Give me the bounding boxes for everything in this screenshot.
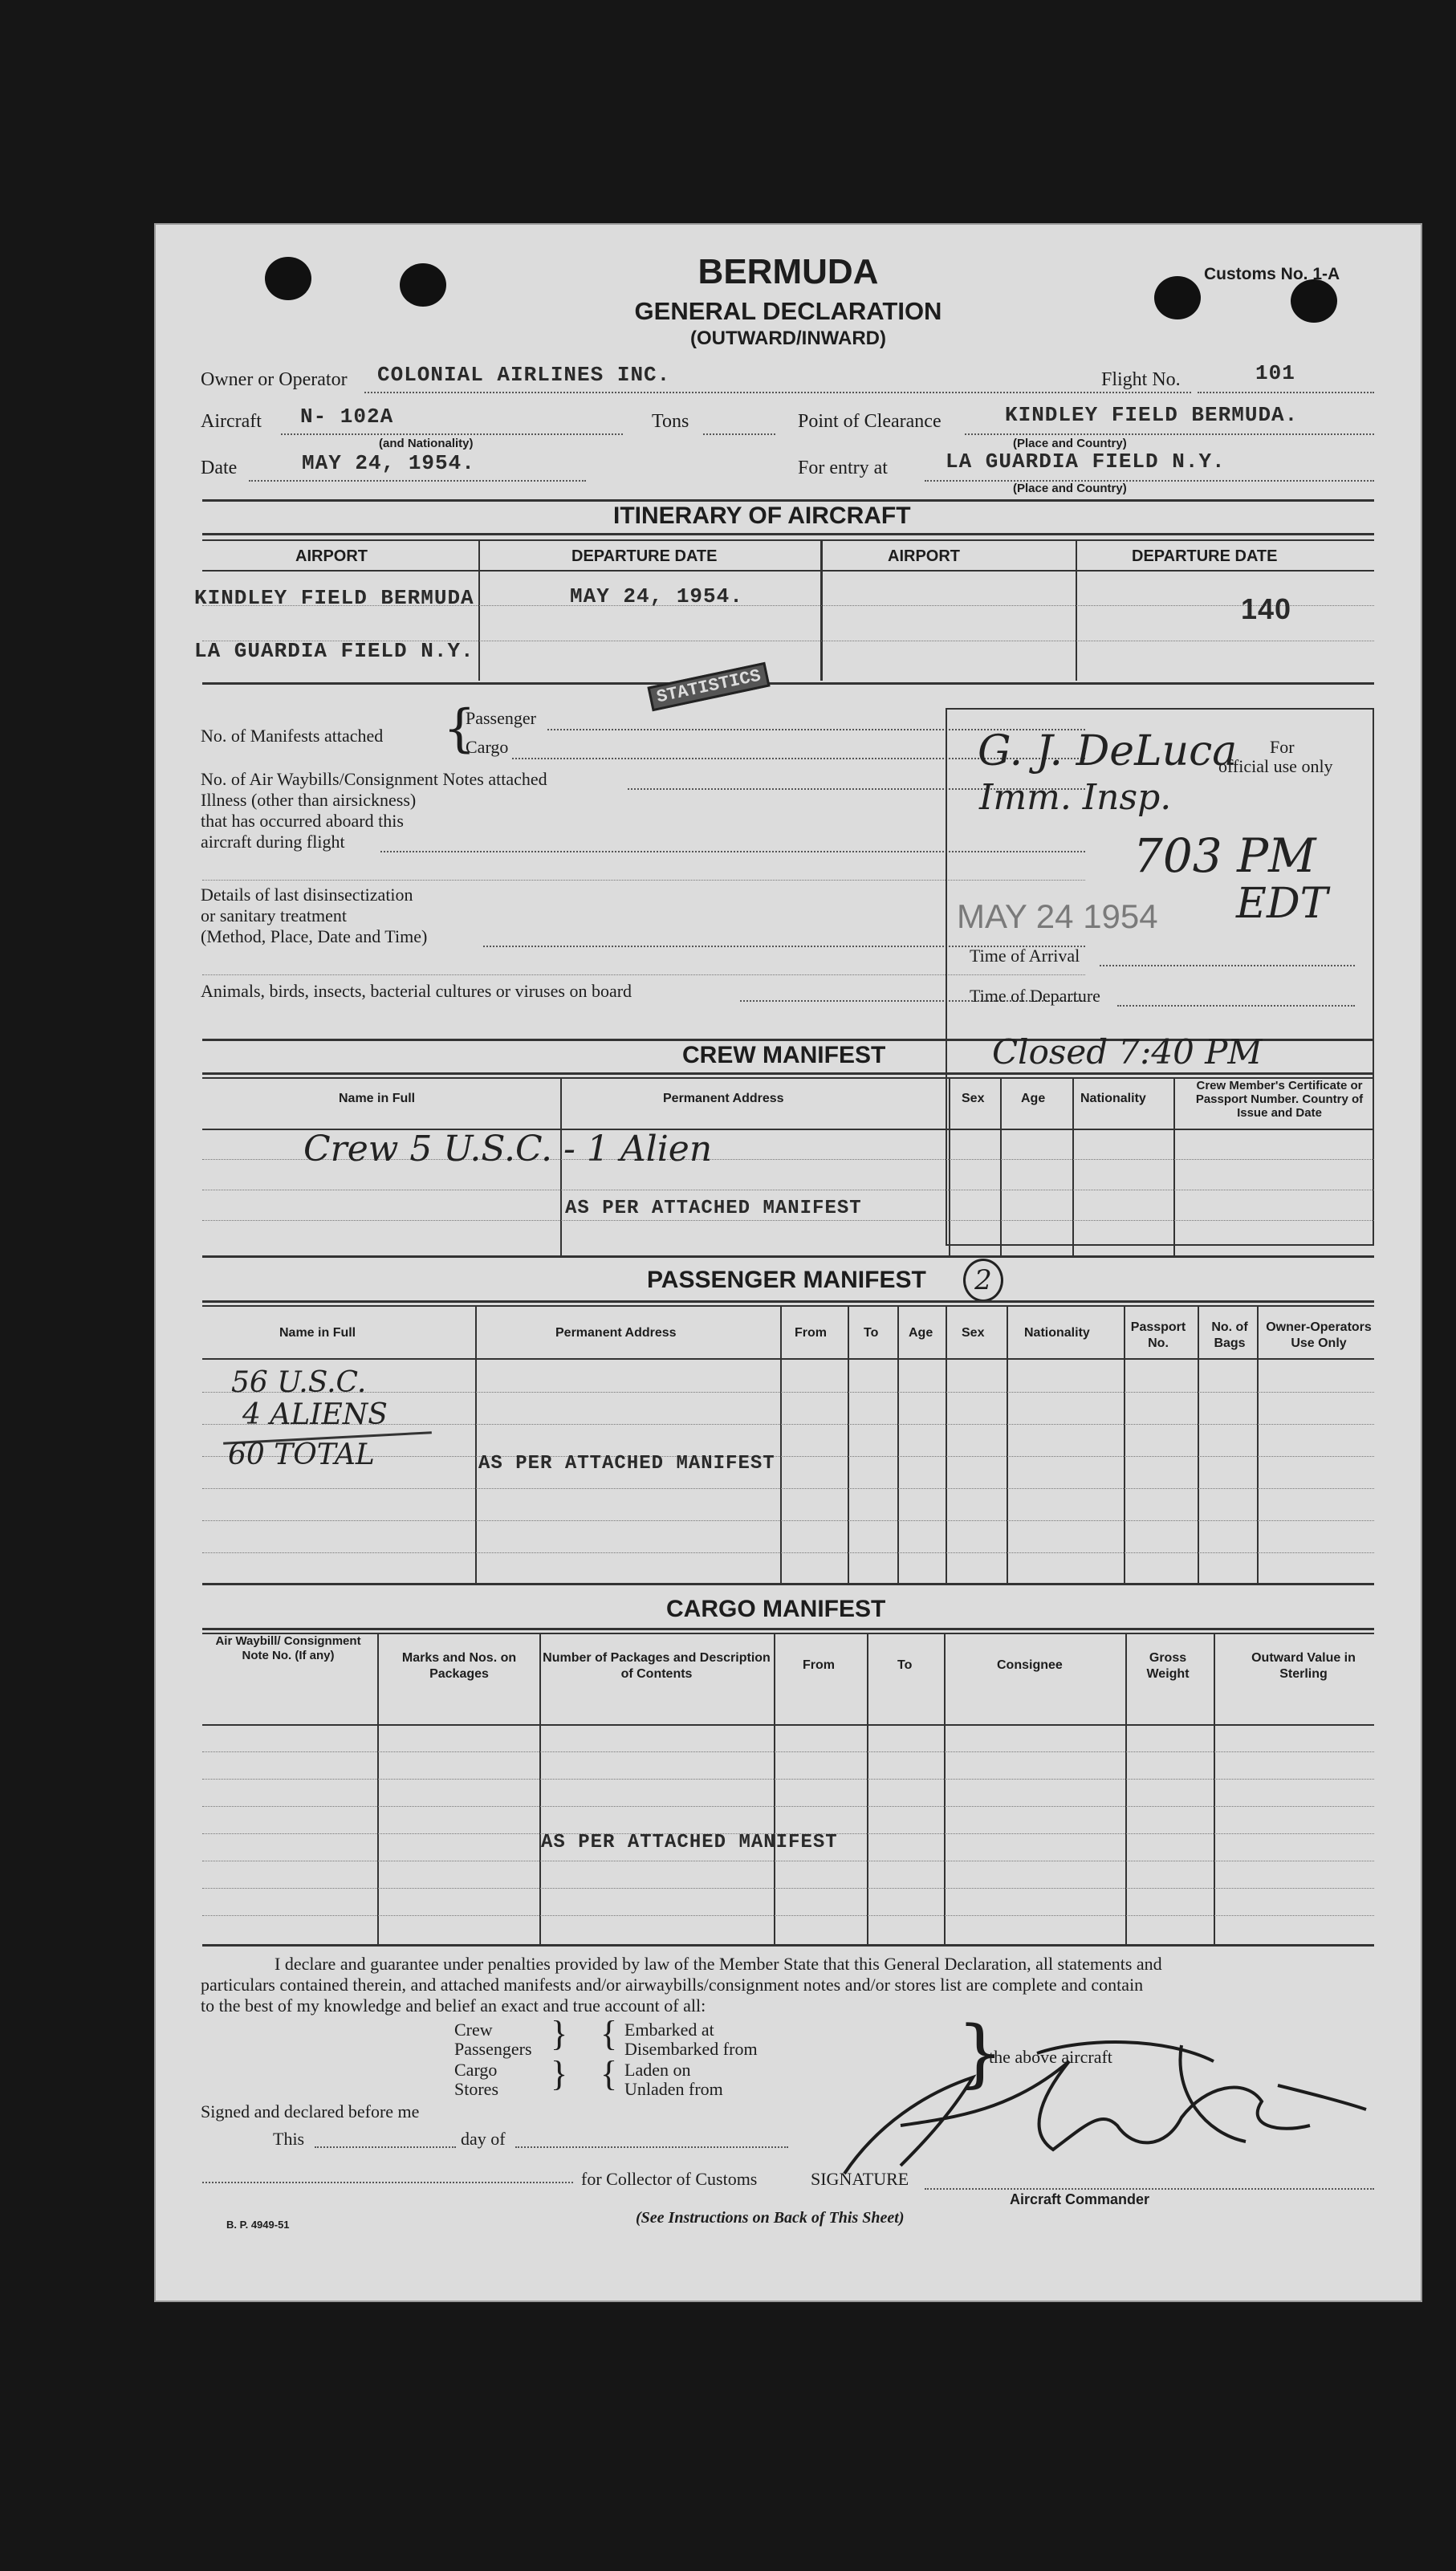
disinsect-line1: Details of last disinsectization [201, 885, 413, 905]
decl-day-of: day of [461, 2129, 506, 2149]
declaration-sheet [154, 223, 1422, 2302]
declaration-text-3: to the best of my knowledge and belief an exact and true account of all: [201, 1995, 706, 2016]
illness-line3: aircraft during flight [201, 832, 345, 852]
cargo-heading: CARGO MANIFEST [666, 1596, 886, 1622]
decl-laden: Laden on [624, 2060, 691, 2080]
cargo-col-weight: Gross Weight [1146, 1651, 1190, 1681]
date-received-stamp: MAY 24 1954 [957, 897, 1158, 935]
entry-label: For entry at [798, 458, 888, 478]
clearance-value: KINDLEY FIELD BERMUDA. [1005, 403, 1299, 427]
declaration-text-2: particulars contained therein, and attached manifests and/or airwaybills/consignment notes and/or stores list are complete and contain [201, 1975, 1144, 1995]
disinsect-line2: or sanitary treatment [201, 905, 348, 925]
crew-closed-note: Closed 7:40 PM [992, 1032, 1263, 1072]
crew-typed: AS PER ATTACHED MANIFEST [565, 1198, 862, 1219]
itinerary-airport-col: AIRPORT [295, 547, 368, 565]
decl-this: This [273, 2129, 305, 2149]
passenger-circled-number: 2 [963, 1259, 1003, 1302]
decl-stores: Stores [454, 2079, 498, 2099]
decl-unladen: Unladen from [624, 2079, 723, 2099]
animals-label: Animals, birds, insects, bacterial cultures or viruses on board [201, 981, 632, 1001]
decl-signed: Signed and declared before me [201, 2101, 420, 2121]
passenger-col-to: To [864, 1326, 879, 1340]
passenger-col-bags: No. of Bags [1211, 1320, 1248, 1350]
cargo-col-value: Outward Value in Sterling [1251, 1651, 1356, 1681]
tons-label: Tons [652, 411, 689, 432]
decl-brace-1: } [551, 2014, 568, 2053]
passenger-col-nationality: Nationality [1024, 1326, 1090, 1340]
decl-disembarked: Disembarked from [624, 2039, 758, 2059]
decl-big-brace: } [957, 2010, 1004, 2096]
manifests-label: No. of Manifests attached [201, 726, 384, 746]
arrival-label: Time of Arrival [970, 946, 1080, 966]
crew-col-nationality: Nationality [1080, 1092, 1146, 1105]
passenger-col-passport: Passport No. [1130, 1320, 1186, 1350]
crew-heading: CREW MANIFEST [682, 1042, 886, 1068]
official-signature-2: Imm. Insp. [979, 777, 1172, 818]
flight-label: Flight No. [1101, 369, 1181, 390]
passenger-col-sex: Sex [962, 1326, 985, 1340]
passenger-count-total: 60 TOTAL [228, 1438, 375, 1471]
decl-crew: Crew [454, 2020, 493, 2040]
decl-cargo: Cargo [454, 2060, 498, 2080]
crew-handwritten: Crew 5 U.S.C. - 1 Alien [303, 1129, 713, 1170]
cargo-col-marks: Marks and Nos. on Packages [401, 1651, 517, 1681]
date-value: MAY 24, 1954. [302, 451, 475, 475]
owner-label: Owner or Operator [201, 369, 348, 390]
decl-embarked: Embarked at [624, 2020, 714, 2040]
passenger-col-owner: Owner-Operators Use Only [1266, 1320, 1372, 1350]
passenger-typed: AS PER ATTACHED MANIFEST [478, 1453, 775, 1475]
declaration-text-1: I declare and guarantee under penalties provided by law of the Member State that this General Declaration, all statements and [275, 1954, 1162, 1974]
cargo-col-waybill: Air Waybill/ Consignment Note No. (If any) [215, 1634, 361, 1662]
official-use-label: official use only [1218, 756, 1333, 776]
decl-instructions: (See Instructions on Back of This Sheet) [636, 2209, 905, 2227]
itinerary-row2-airport: LA GUARDIA FIELD N.Y. [194, 639, 474, 663]
passenger-count-uscitizens: 56 U.S.C. [231, 1366, 367, 1399]
decl-brace-2: } [551, 2054, 568, 2093]
manifest-cargo: Cargo [466, 737, 509, 757]
clearance-label: Point of Clearance [798, 411, 942, 432]
passenger-col-age: Age [909, 1326, 933, 1340]
itinerary-row1-airport: KINDLEY FIELD BERMUDA [194, 586, 474, 610]
illness-line2: that has occurred aboard this [201, 811, 404, 831]
manifest-brace: { [443, 699, 476, 759]
aircraft-value: N- 102A [300, 405, 394, 429]
itinerary-heading: ITINERARY OF AIRCRAFT [613, 502, 911, 529]
entry-note: (Place and Country) [1013, 482, 1127, 495]
waybills-label: No. of Air Waybills/Consignment Notes attached [201, 769, 547, 789]
cargo-typed: AS PER ATTACHED MANIFEST [541, 1832, 838, 1853]
form-direction: (OUTWARD/INWARD) [690, 327, 886, 349]
crew-col-certificate: Crew Member's Certificate or Passport Number. Country of Issue and Date [1195, 1079, 1364, 1120]
itinerary-airport-col-2: AIRPORT [888, 547, 960, 565]
decl-collector: for Collector of Customs [581, 2169, 758, 2189]
decl-commander: Aircraft Commander [1010, 2191, 1150, 2207]
arrival-time-written: 703 PM [1133, 828, 1316, 883]
commander-signature [828, 2029, 1374, 2190]
cargo-col-packages: Number of Packages and Description of Contents [543, 1651, 771, 1681]
passenger-heading: PASSENGER MANIFEST [647, 1267, 926, 1293]
departure-label: Time of Departure [970, 986, 1100, 1006]
decl-passengers: Passengers [454, 2039, 532, 2059]
owner-value: COLONIAL AIRLINES INC. [377, 363, 671, 387]
decl-brace-4: { [600, 2054, 618, 2093]
itinerary-departure-col: DEPARTURE DATE [571, 547, 718, 565]
passenger-col-from: From [795, 1326, 827, 1340]
form-subtitle: GENERAL DECLARATION [634, 297, 942, 325]
crew-col-sex: Sex [962, 1092, 985, 1105]
aircraft-note: (and Nationality) [379, 437, 474, 450]
passenger-col-name: Name in Full [279, 1326, 356, 1340]
customs-number: Customs No. 1-A [1204, 265, 1340, 283]
decl-brace-3: { [600, 2014, 618, 2053]
cargo-col-to: To [897, 1658, 913, 1672]
statistics-stamp: STATISTICS [647, 662, 770, 712]
official-signature-1: G. J. DeLuca [978, 727, 1238, 775]
official-for: For [1270, 737, 1295, 757]
decl-signature-label: SIGNATURE [811, 2169, 909, 2189]
itinerary-number-stamp: 140 [1241, 592, 1292, 625]
crew-col-age: Age [1021, 1092, 1046, 1105]
cargo-col-consignee: Consignee [997, 1658, 1063, 1672]
decl-above-aircraft: the above aircraft [989, 2047, 1112, 2067]
date-label: Date [201, 458, 238, 478]
crew-col-address: Permanent Address [663, 1092, 784, 1105]
entry-value: LA GUARDIA FIELD N.Y. [946, 450, 1226, 474]
illness-line1: Illness (other than airsickness) [201, 790, 417, 810]
disinsect-line3: (Method, Place, Date and Time) [201, 926, 428, 946]
itinerary-departure-col-2: DEPARTURE DATE [1132, 547, 1278, 565]
passenger-count-aliens: 4 ALIENS [242, 1398, 388, 1431]
itinerary-row1-date: MAY 24, 1954. [570, 584, 743, 608]
form-title: BERMUDA [697, 252, 879, 291]
manifest-passenger: Passenger [466, 708, 536, 728]
crew-col-name: Name in Full [339, 1092, 416, 1105]
flight-value: 101 [1255, 361, 1295, 385]
time-zone-written: EDT [1236, 880, 1328, 928]
clearance-note: (Place and Country) [1013, 437, 1127, 450]
aircraft-label: Aircraft [201, 411, 262, 432]
passenger-col-address: Permanent Address [555, 1326, 677, 1340]
cargo-col-from: From [803, 1658, 835, 1672]
form-number: B. P. 4949-51 [226, 2219, 290, 2231]
